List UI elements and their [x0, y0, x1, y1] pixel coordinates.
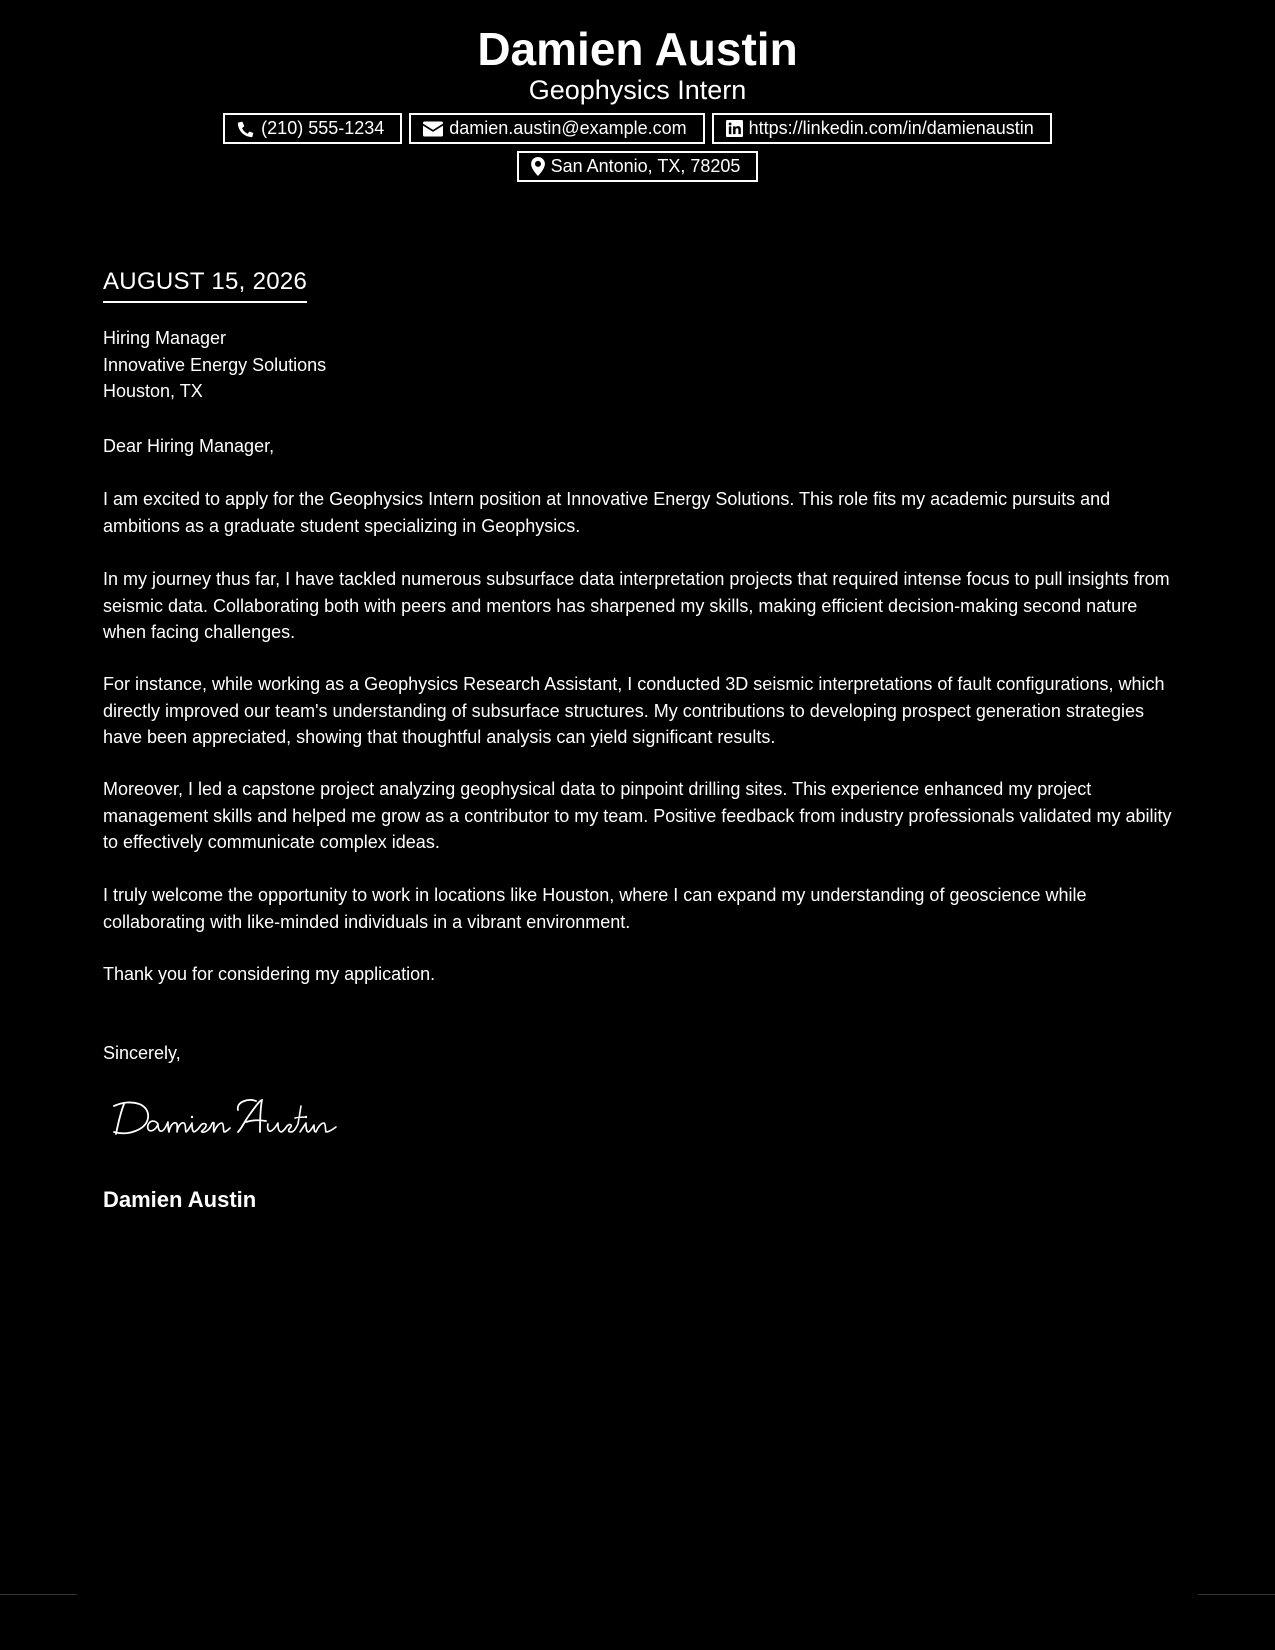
applicant-title: Geophysics Intern	[528, 75, 747, 105]
email-chip[interactable]	[409, 113, 704, 144]
email-text: damien.austin@example.com	[449, 118, 687, 138]
linkedin-icon	[726, 120, 743, 137]
body-paragraph: Moreover, I led a capstone project analyzing geophysical data to pinpoint drilling sites. This experience enhanced my project management skills and helped me grow as a contributor to my team. Positive feedback from industry professionals validated my ability to effectively communicate complex ideas.	[103, 779, 1172, 852]
footer-rule-left	[0, 1594, 77, 1595]
letter-date: AUGUST 15, 2026	[103, 266, 307, 303]
map-pin-icon	[531, 157, 545, 176]
phone-icon	[237, 120, 255, 138]
recipient-line: Houston, TX	[103, 381, 203, 401]
body-paragraph: I truly welcome the opportunity to work in locations like Houston, where I can expand my understanding of geoscience while collaborating with like-minded individuals in a vibrant environment.	[103, 885, 1087, 932]
recipient-block	[103, 325, 326, 405]
location-text: San Antonio, TX, 78205	[550, 156, 741, 176]
body-paragraph: I am excited to apply for the Geophysics Intern position at Innovative Energy Solutions. This role fits my academic pursuits and ambitions as a graduate student specializing in Geophysics.	[103, 489, 1111, 536]
recipient-line: Innovative Energy Solutions	[103, 354, 327, 375]
location-chip[interactable]	[517, 151, 759, 182]
handwritten-signature	[110, 1092, 360, 1142]
applicant-name: Damien Austin	[477, 23, 798, 75]
signed-name: Damien Austin	[103, 1187, 257, 1212]
linkedin-text: https://linkedin.com/in/damienaustin	[748, 118, 1034, 138]
linkedin-chip[interactable]	[712, 113, 1052, 144]
envelope-icon	[423, 121, 443, 137]
recipient-line: Hiring Manager	[103, 328, 227, 348]
closing-line: Thank you for considering my application.	[103, 964, 436, 984]
phone-text: (210) 555-1234	[261, 118, 385, 138]
footer-rule-right	[1198, 1594, 1275, 1595]
body-paragraph: For instance, while working as a Geophysics Research Assistant, I conducted 3D seismic interpretations of fault configurations, which directly improved our team's understanding of subsurface structures. My contributions to developing prospect generation strategies have been appreciated, showing that thoughtful analysis can yield significant results.	[103, 674, 1165, 747]
salutation: Dear Hiring Manager,	[103, 436, 275, 456]
contact-row	[0, 113, 1275, 144]
body-paragraph: In my journey thus far, I have tackled numerous subsurface data interpretation projects that required intense focus to pull insights from seismic data. Collaborating both with peers and mentors has sharpened my skills, making efficient decision-making second nature when facing challenges.	[103, 569, 1170, 642]
contact-row-location	[0, 151, 1275, 182]
phone-chip[interactable]	[223, 113, 402, 144]
signoff: Sincerely,	[103, 1043, 181, 1063]
